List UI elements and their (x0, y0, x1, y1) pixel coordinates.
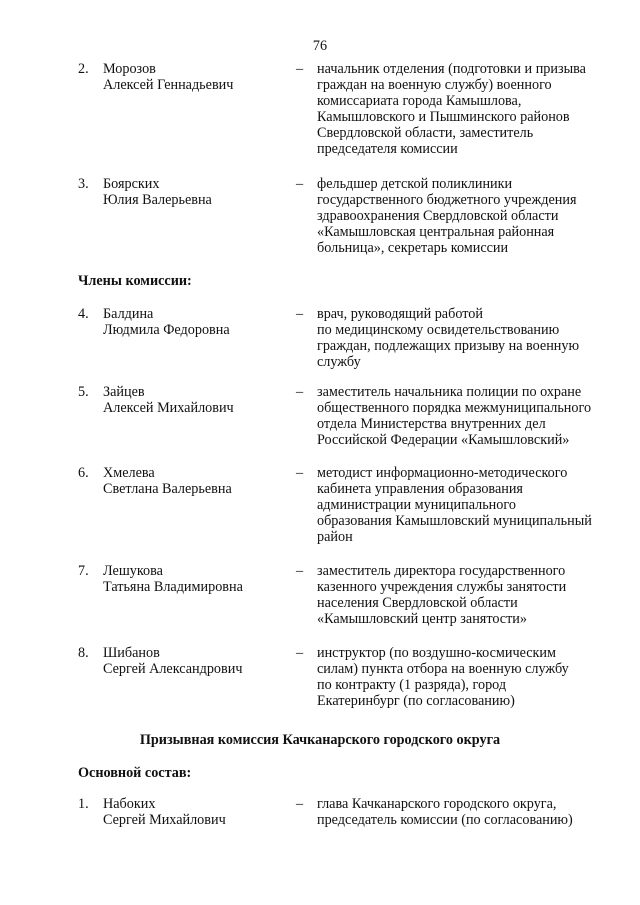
person-name: Хмелева Светлана Валерьевна (103, 465, 232, 497)
entry-number: 5. (78, 384, 89, 400)
position-description: инструктор (по воздушно-космическим силам) пункта отбора на военную службу по контракту (1 разряда), город Екатеринбург (по согласованию) (317, 645, 569, 709)
position-description: фельдшер детской поликлиники государственного бюджетного учреждения здравоохранения Свердловской области «Камышловская центральная районная больница», секретарь комиссии (317, 176, 577, 256)
dash: – (296, 306, 304, 322)
entry-number: 7. (78, 563, 89, 579)
members-heading: Члены комиссии: (78, 273, 192, 289)
person-name: Лешукова Татьяна Владимировна (103, 563, 243, 595)
dash: – (296, 61, 304, 77)
position-description: заместитель директора государственного казенного учреждения службы занятости населения Свердловской области «Камышловский центр занятости» (317, 563, 567, 627)
person-name: Зайцев Алексей Михайлович (103, 384, 234, 416)
position-description: врач, руководящий работой по медицинскому освидетельствованию граждан, подлежащих призыву на военную службу (317, 306, 580, 370)
commission-title: Призывная комиссия Качканарского городского округа (139, 732, 501, 748)
entry-number: 6. (78, 465, 89, 481)
dash: – (296, 645, 304, 661)
dash: – (296, 796, 304, 812)
dash: – (296, 384, 304, 400)
page-number: 76 (312, 38, 328, 54)
entry-number: 1. (78, 796, 89, 812)
entry-number: 3. (78, 176, 89, 192)
entry-number: 2. (78, 61, 89, 77)
position-description: глава Качканарского городского округа, председатель комиссии (по согласованию) (317, 796, 573, 828)
position-description: методист информационно-методического кабинета управления образования администрации муниципального образования Камышловский муниципальный район (317, 465, 592, 545)
entry-number: 8. (78, 645, 89, 661)
person-name: Боярских Юлия Валерьевна (103, 176, 212, 208)
position-description: начальник отделения (подготовки и призыва граждан на военную службу) военного комиссариата города Камышлова, Камышловского и Пышминского районов Свердловской области, заместитель председателя комиссии (317, 61, 586, 157)
entry-number: 4. (78, 306, 89, 322)
person-name: Морозов Алексей Геннадьевич (103, 61, 234, 93)
person-name: Набоких Сергей Михайлович (103, 796, 226, 828)
dash: – (296, 176, 304, 192)
dash: – (296, 465, 304, 481)
person-name: Балдина Людмила Федоровна (103, 306, 230, 338)
main-heading: Основной состав: (78, 765, 192, 781)
position-description: заместитель начальника полиции по охране общественного порядка межмуниципального отдела Министерства внутренних дел Российской Федерации «Камышловский» (317, 384, 592, 448)
person-name: Шибанов Сергей Александрович (103, 645, 243, 677)
dash: – (296, 563, 304, 579)
